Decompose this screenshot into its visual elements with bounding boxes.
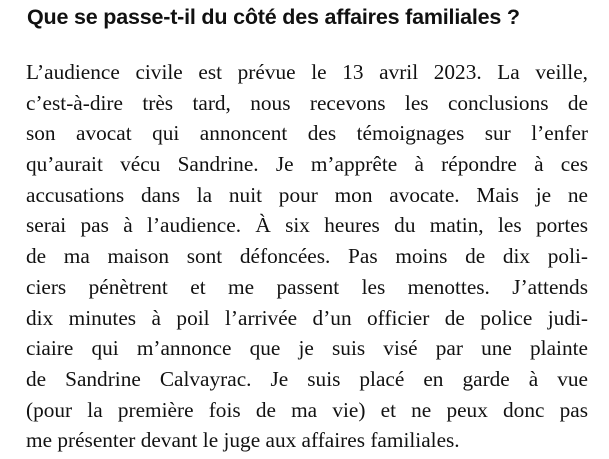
answer-line-4: qu’aurait vécu Sandrine. Je m’apprête à répondre à ces [26,152,588,177]
answer-line-1: L’audience civile est prévue le 13 avril 2023. La veille, [26,60,588,84]
interview-answer [26,57,588,456]
answer-line-12: (pour la première fois de ma vie) et ne peux donc pas [26,397,588,422]
answer-line-6: serai pas à l’audience. À six heures du matin, les portes [26,213,588,238]
answer-line-8: ciers pénètrent et me passent les menottes. J’attends [26,274,588,299]
answer-line-11: de Sandrine Calvayrac. Je suis placé en garde à vue [26,366,588,391]
interview-question: Que se passe-t-il du côté des affaires familiales ? [27,5,520,29]
answer-line-5: accusations dans la nuit pour mon avocate. Mais je ne [26,182,588,207]
answer-line-3: son avocat qui annoncent des témoignages sur l’enfer [26,121,588,146]
answer-line-9: dix minutes à poil l’arrivée d’un officier de police judi- [26,305,588,330]
answer-line-10: ciaire qui m’annonce que je suis visé par une plainte [26,336,588,361]
answer-line-7: de ma maison sont défoncées. Pas moins de dix poli- [26,244,588,269]
answer-line-13: me présenter devant le juge aux affaires familiales. [26,428,460,453]
answer-line-2: c’est-à-dire très tard, nous recevons les conclusions de [26,90,588,115]
